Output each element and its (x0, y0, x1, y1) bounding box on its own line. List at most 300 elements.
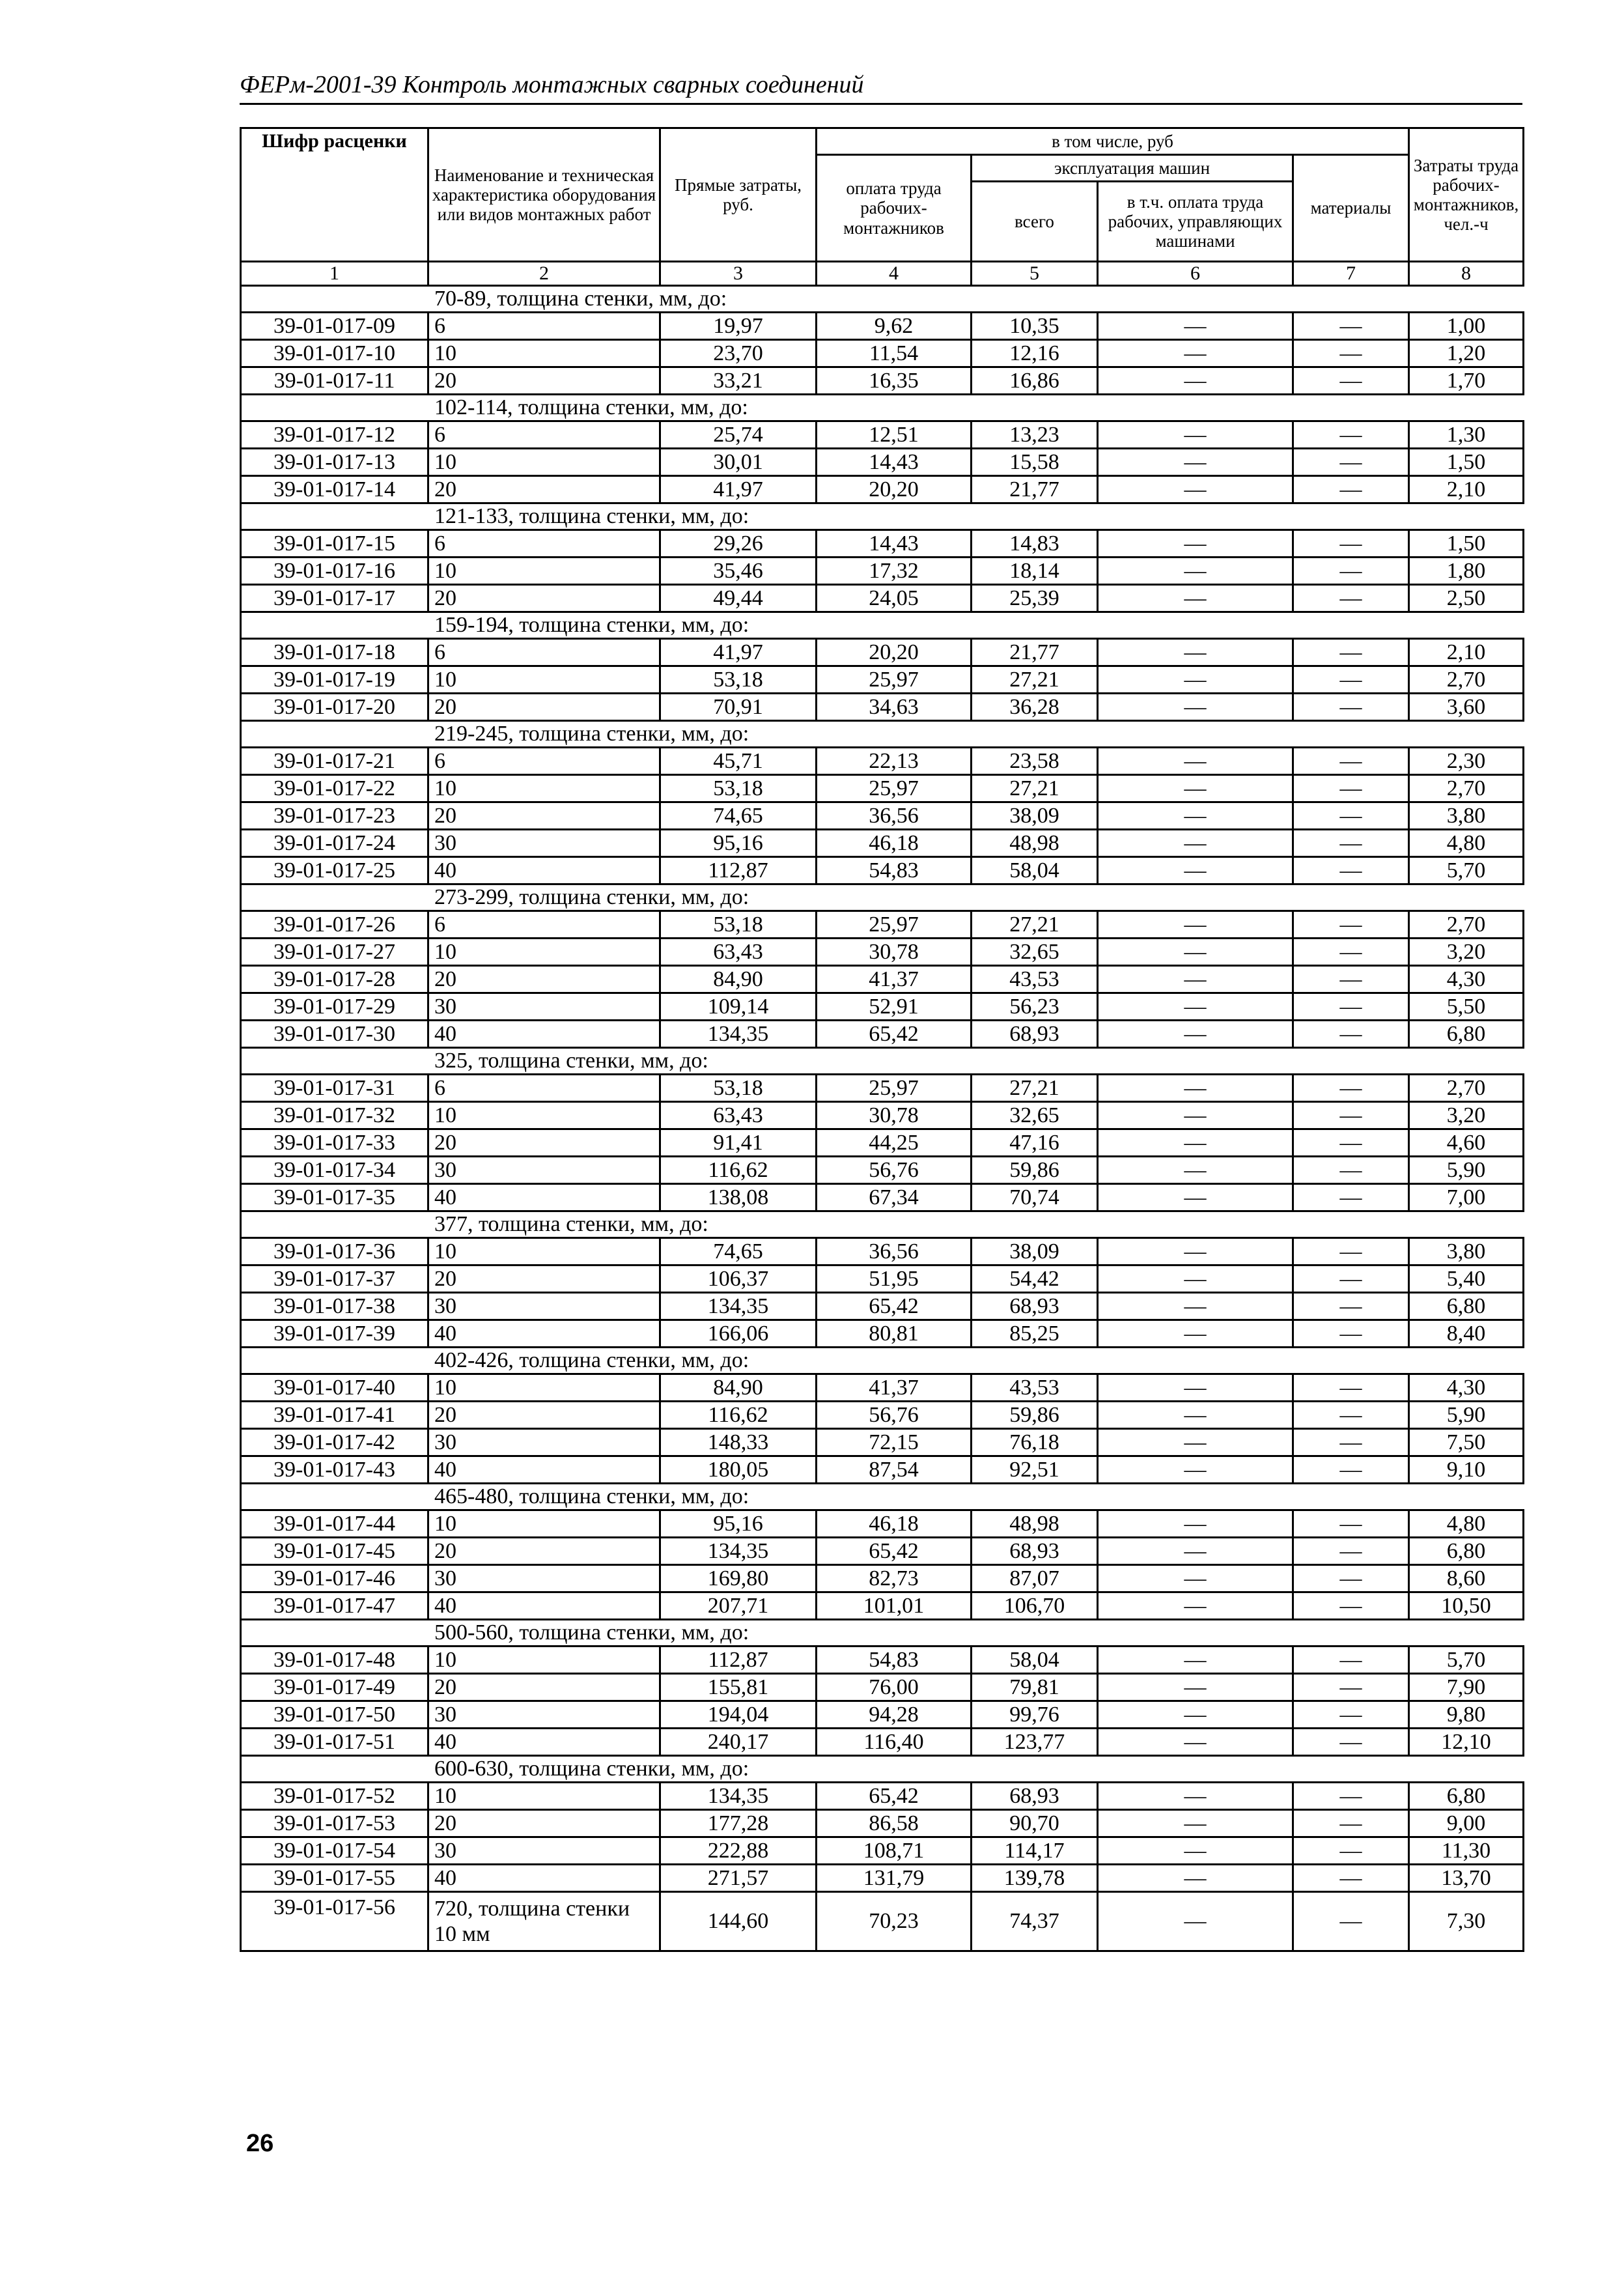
table-header (241, 128, 1524, 262)
machines-wages: — (1098, 1429, 1293, 1456)
rate-code: 39-01-017-30 (241, 1021, 428, 1048)
thickness: 30 (428, 830, 660, 857)
labor-hours: 6,80 (1409, 1538, 1524, 1565)
machines-total: 27,21 (972, 911, 1098, 939)
materials: — (1293, 694, 1409, 721)
table-row (241, 1647, 1524, 1674)
machines-total: 38,09 (972, 802, 1098, 830)
column-number: 6 (1098, 262, 1293, 286)
table-row (241, 1129, 1524, 1157)
section-title: 219-245, толщина стенки, мм, до: (241, 721, 1524, 748)
machines-total: 68,93 (972, 1538, 1098, 1565)
labor-hours: 4,60 (1409, 1129, 1524, 1157)
materials: — (1293, 1837, 1409, 1865)
section-title: 600-630, толщина стенки, мм, до: (241, 1756, 1524, 1783)
direct-costs: 207,71 (660, 1592, 817, 1620)
wages: 65,42 (817, 1021, 972, 1048)
labor-hours: 4,80 (1409, 830, 1524, 857)
rate-code: 39-01-017-37 (241, 1265, 428, 1293)
materials: — (1293, 1402, 1409, 1429)
machines-wages: — (1098, 558, 1293, 585)
machines-total: 47,16 (972, 1129, 1098, 1157)
wages: 20,20 (817, 639, 972, 666)
direct-costs: 41,97 (660, 476, 817, 503)
thickness: 20 (428, 1810, 660, 1837)
rate-code: 39-01-017-28 (241, 966, 428, 993)
table-row (241, 1293, 1524, 1320)
header-machines: эксплуатация машин (972, 155, 1293, 182)
rate-code: 39-01-017-48 (241, 1647, 428, 1674)
rate-code: 39-01-017-25 (241, 857, 428, 884)
machines-wages: — (1098, 585, 1293, 612)
machines-wages: — (1098, 1374, 1293, 1402)
direct-costs: 116,62 (660, 1157, 817, 1184)
column-number: 5 (972, 262, 1098, 286)
wages: 46,18 (817, 830, 972, 857)
table-row (241, 1701, 1524, 1729)
header-name: Наименование и техническая характеристика оборудования или видов монтажных работ (428, 128, 660, 262)
machines-wages: — (1098, 313, 1293, 340)
labor-hours: 10,50 (1409, 1592, 1524, 1620)
materials: — (1293, 1075, 1409, 1102)
materials: — (1293, 367, 1409, 395)
machines-wages: — (1098, 775, 1293, 802)
materials: — (1293, 1510, 1409, 1538)
table-row (241, 1102, 1524, 1129)
direct-costs: 109,14 (660, 993, 817, 1021)
wages: 34,63 (817, 694, 972, 721)
table-row (241, 1892, 1524, 1951)
materials: — (1293, 1320, 1409, 1348)
thickness: 10 (428, 1783, 660, 1810)
machines-total: 68,93 (972, 1021, 1098, 1048)
labor-hours: 3,80 (1409, 1238, 1524, 1265)
wages: 16,35 (817, 367, 972, 395)
table-row (241, 1021, 1524, 1048)
rate-code: 39-01-017-21 (241, 748, 428, 775)
machines-wages: — (1098, 1293, 1293, 1320)
direct-costs: 35,46 (660, 558, 817, 585)
direct-costs: 240,17 (660, 1729, 817, 1756)
section-row (241, 1756, 1524, 1783)
table-row (241, 476, 1524, 503)
machines-wages: — (1098, 1265, 1293, 1293)
labor-hours: 11,30 (1409, 1837, 1524, 1865)
table-row (241, 1320, 1524, 1348)
labor-hours: 6,80 (1409, 1021, 1524, 1048)
table-row (241, 1837, 1524, 1865)
machines-wages: — (1098, 939, 1293, 966)
direct-costs: 23,70 (660, 340, 817, 367)
wages: 25,97 (817, 911, 972, 939)
labor-hours: 4,80 (1409, 1510, 1524, 1538)
thickness: 20 (428, 1265, 660, 1293)
table-row (241, 666, 1524, 694)
labor-hours: 3,20 (1409, 1102, 1524, 1129)
materials: — (1293, 1184, 1409, 1211)
materials: — (1293, 666, 1409, 694)
table-row (241, 639, 1524, 666)
wages: 46,18 (817, 1510, 972, 1538)
wages: 52,91 (817, 993, 972, 1021)
machines-total: 85,25 (972, 1320, 1098, 1348)
rate-code: 39-01-017-26 (241, 911, 428, 939)
table-row (241, 1538, 1524, 1565)
rate-code: 39-01-017-24 (241, 830, 428, 857)
labor-hours: 3,20 (1409, 939, 1524, 966)
column-number: 3 (660, 262, 817, 286)
materials: — (1293, 775, 1409, 802)
table-row (241, 775, 1524, 802)
machines-wages: — (1098, 1538, 1293, 1565)
materials: — (1293, 1865, 1409, 1892)
table-row (241, 421, 1524, 449)
materials: — (1293, 476, 1409, 503)
labor-hours: 7,90 (1409, 1674, 1524, 1701)
rate-code: 39-01-017-31 (241, 1075, 428, 1102)
machines-total: 27,21 (972, 1075, 1098, 1102)
labor-hours: 5,50 (1409, 993, 1524, 1021)
labor-hours: 2,30 (1409, 748, 1524, 775)
section-row (241, 612, 1524, 639)
thickness: 20 (428, 1538, 660, 1565)
thickness: 30 (428, 1701, 660, 1729)
materials: — (1293, 340, 1409, 367)
thickness: 30 (428, 1157, 660, 1184)
thickness: 20 (428, 476, 660, 503)
materials: — (1293, 1701, 1409, 1729)
machines-wages: — (1098, 1783, 1293, 1810)
machines-total: 12,16 (972, 340, 1098, 367)
machines-total: 15,58 (972, 449, 1098, 476)
labor-hours: 3,80 (1409, 802, 1524, 830)
labor-hours: 5,70 (1409, 1647, 1524, 1674)
rate-code: 39-01-017-52 (241, 1783, 428, 1810)
machines-total: 16,86 (972, 367, 1098, 395)
direct-costs: 95,16 (660, 830, 817, 857)
wages: 54,83 (817, 1647, 972, 1674)
machines-total: 27,21 (972, 775, 1098, 802)
section-title: 500-560, толщина стенки, мм, до: (241, 1620, 1524, 1647)
wages: 36,56 (817, 1238, 972, 1265)
table-row (241, 1783, 1524, 1810)
wages: 65,42 (817, 1783, 972, 1810)
table-row (241, 694, 1524, 721)
thickness: 40 (428, 1592, 660, 1620)
machines-wages: — (1098, 421, 1293, 449)
labor-hours: 5,40 (1409, 1265, 1524, 1293)
table-row (241, 802, 1524, 830)
thickness: 10 (428, 1374, 660, 1402)
direct-costs: 134,35 (660, 1021, 817, 1048)
machines-wages: — (1098, 1729, 1293, 1756)
materials: — (1293, 639, 1409, 666)
labor-hours: 7,00 (1409, 1184, 1524, 1211)
rate-code: 39-01-017-50 (241, 1701, 428, 1729)
machines-wages: — (1098, 1129, 1293, 1157)
materials: — (1293, 585, 1409, 612)
direct-costs: 49,44 (660, 585, 817, 612)
direct-costs: 29,26 (660, 530, 817, 558)
machines-total: 90,70 (972, 1810, 1098, 1837)
machines-wages: — (1098, 748, 1293, 775)
materials: — (1293, 1674, 1409, 1701)
header-code: Шифр расценки (241, 128, 428, 262)
column-numbers-row (241, 262, 1524, 286)
materials: — (1293, 1129, 1409, 1157)
direct-costs: 112,87 (660, 857, 817, 884)
rate-code: 39-01-017-53 (241, 1810, 428, 1837)
thickness: 10 (428, 449, 660, 476)
thickness: 10 (428, 558, 660, 585)
wages: 22,13 (817, 748, 972, 775)
direct-costs: 177,28 (660, 1810, 817, 1837)
labor-hours: 5,70 (1409, 857, 1524, 884)
materials: — (1293, 1810, 1409, 1837)
wages: 131,79 (817, 1865, 972, 1892)
rate-code: 39-01-017-42 (241, 1429, 428, 1456)
thickness: 30 (428, 1837, 660, 1865)
machines-wages: — (1098, 1021, 1293, 1048)
thickness: 6 (428, 1075, 660, 1102)
thickness: 20 (428, 966, 660, 993)
rate-code: 39-01-017-11 (241, 367, 428, 395)
direct-costs: 112,87 (660, 1647, 817, 1674)
rate-code: 39-01-017-44 (241, 1510, 428, 1538)
thickness: 6 (428, 313, 660, 340)
labor-hours: 2,70 (1409, 1075, 1524, 1102)
wages: 108,71 (817, 1837, 972, 1865)
machines-wages: — (1098, 1892, 1293, 1951)
machines-wages: — (1098, 1647, 1293, 1674)
header-wages: оплата труда рабочих-монтажников (817, 155, 972, 262)
rate-code: 39-01-017-45 (241, 1538, 428, 1565)
machines-total: 139,78 (972, 1865, 1098, 1892)
wages: 17,32 (817, 558, 972, 585)
thickness: 30 (428, 1429, 660, 1456)
direct-costs: 53,18 (660, 1075, 817, 1102)
column-number: 7 (1293, 262, 1409, 286)
machines-wages: — (1098, 1456, 1293, 1484)
machines-wages: — (1098, 694, 1293, 721)
labor-hours: 2,10 (1409, 476, 1524, 503)
machines-total: 58,04 (972, 1647, 1098, 1674)
table-row (241, 1592, 1524, 1620)
labor-hours: 5,90 (1409, 1157, 1524, 1184)
machines-total: 59,86 (972, 1157, 1098, 1184)
materials: — (1293, 1647, 1409, 1674)
rate-code: 39-01-017-55 (241, 1865, 428, 1892)
section-title: 70-89, толщина стенки, мм, до: (241, 286, 1524, 313)
labor-hours: 6,80 (1409, 1783, 1524, 1810)
labor-hours: 13,70 (1409, 1865, 1524, 1892)
thickness: 6 (428, 530, 660, 558)
labor-hours: 1,00 (1409, 313, 1524, 340)
thickness: 40 (428, 1729, 660, 1756)
machines-wages: — (1098, 802, 1293, 830)
column-number: 8 (1409, 262, 1524, 286)
machines-total: 74,37 (972, 1892, 1098, 1951)
materials: — (1293, 313, 1409, 340)
table-row (241, 830, 1524, 857)
machines-total: 114,17 (972, 1837, 1098, 1865)
direct-costs: 222,88 (660, 1837, 817, 1865)
header-labor: Затраты труда рабочих-монтажников, чел.-ч (1409, 128, 1524, 262)
machines-total: 23,58 (972, 748, 1098, 775)
labor-hours: 9,80 (1409, 1701, 1524, 1729)
section-title: 325, толщина стенки, мм, до: (241, 1048, 1524, 1075)
rate-code: 39-01-017-41 (241, 1402, 428, 1429)
wages: 80,81 (817, 1320, 972, 1348)
rate-code: 39-01-017-47 (241, 1592, 428, 1620)
direct-costs: 53,18 (660, 911, 817, 939)
labor-hours: 9,00 (1409, 1810, 1524, 1837)
materials: — (1293, 802, 1409, 830)
thickness: 30 (428, 1293, 660, 1320)
thickness: 10 (428, 1647, 660, 1674)
materials: — (1293, 1102, 1409, 1129)
materials: — (1293, 449, 1409, 476)
thickness: 40 (428, 1184, 660, 1211)
table-row (241, 857, 1524, 884)
machines-wages: — (1098, 911, 1293, 939)
machines-total: 32,65 (972, 1102, 1098, 1129)
labor-hours: 2,70 (1409, 666, 1524, 694)
materials: — (1293, 966, 1409, 993)
rate-code: 39-01-017-23 (241, 802, 428, 830)
materials: — (1293, 911, 1409, 939)
header-including: в том числе, руб (817, 128, 1409, 155)
labor-hours: 9,10 (1409, 1456, 1524, 1484)
wages: 87,54 (817, 1456, 972, 1484)
rate-code: 39-01-017-46 (241, 1565, 428, 1592)
section-title: 377, толщина стенки, мм, до: (241, 1211, 1524, 1238)
machines-wages: — (1098, 367, 1293, 395)
thickness: 40 (428, 1021, 660, 1048)
direct-costs: 63,43 (660, 1102, 817, 1129)
page-number: 26 (246, 2130, 274, 2157)
table-row (241, 585, 1524, 612)
direct-costs: 19,97 (660, 313, 817, 340)
machines-total: 48,98 (972, 1510, 1098, 1538)
rate-code: 39-01-017-33 (241, 1129, 428, 1157)
column-number: 4 (817, 262, 972, 286)
rate-code: 39-01-017-35 (241, 1184, 428, 1211)
labor-hours: 12,10 (1409, 1729, 1524, 1756)
thickness: 10 (428, 1102, 660, 1129)
table-row (241, 1674, 1524, 1701)
machines-wages: — (1098, 1102, 1293, 1129)
wages: 82,73 (817, 1565, 972, 1592)
wages: 44,25 (817, 1129, 972, 1157)
machines-total: 10,35 (972, 313, 1098, 340)
wages: 86,58 (817, 1810, 972, 1837)
materials: — (1293, 830, 1409, 857)
wages: 65,42 (817, 1538, 972, 1565)
machines-total: 38,09 (972, 1238, 1098, 1265)
table-row (241, 1429, 1524, 1456)
section-row (241, 1620, 1524, 1647)
direct-costs: 166,06 (660, 1320, 817, 1348)
wages: 12,51 (817, 421, 972, 449)
table-row (241, 1238, 1524, 1265)
materials: — (1293, 857, 1409, 884)
rate-code: 39-01-017-16 (241, 558, 428, 585)
machines-wages: — (1098, 1865, 1293, 1892)
machines-total: 36,28 (972, 694, 1098, 721)
table-row (241, 558, 1524, 585)
materials: — (1293, 1293, 1409, 1320)
section-row (241, 1048, 1524, 1075)
machines-total: 48,98 (972, 830, 1098, 857)
table-row (241, 1810, 1524, 1837)
table-row (241, 313, 1524, 340)
rate-code: 39-01-017-54 (241, 1837, 428, 1865)
machines-total: 25,39 (972, 585, 1098, 612)
table-row (241, 1075, 1524, 1102)
materials: — (1293, 1565, 1409, 1592)
rate-code: 39-01-017-56 (241, 1892, 428, 1951)
machines-total: 32,65 (972, 939, 1098, 966)
header-rule (240, 103, 1522, 105)
rate-code: 39-01-017-09 (241, 313, 428, 340)
direct-costs: 169,80 (660, 1565, 817, 1592)
machines-wages: — (1098, 340, 1293, 367)
direct-costs: 138,08 (660, 1184, 817, 1211)
machines-total: 21,77 (972, 639, 1098, 666)
thickness: 6 (428, 421, 660, 449)
thickness: 40 (428, 1320, 660, 1348)
wages: 116,40 (817, 1729, 972, 1756)
labor-hours: 2,70 (1409, 911, 1524, 939)
machines-wages: — (1098, 1238, 1293, 1265)
rate-code: 39-01-017-12 (241, 421, 428, 449)
direct-costs: 84,90 (660, 966, 817, 993)
machines-total: 13,23 (972, 421, 1098, 449)
wages: 65,42 (817, 1293, 972, 1320)
machines-wages: — (1098, 1157, 1293, 1184)
section-title: 159-194, толщина стенки, мм, до: (241, 612, 1524, 639)
section-row (241, 884, 1524, 911)
machines-total: 18,14 (972, 558, 1098, 585)
section-row (241, 1348, 1524, 1374)
machines-total: 27,21 (972, 666, 1098, 694)
thickness: 20 (428, 1402, 660, 1429)
materials: — (1293, 748, 1409, 775)
machines-total: 106,70 (972, 1592, 1098, 1620)
direct-costs: 45,71 (660, 748, 817, 775)
labor-hours: 1,70 (1409, 367, 1524, 395)
machines-total: 59,86 (972, 1402, 1098, 1429)
rate-code: 39-01-017-10 (241, 340, 428, 367)
thickness: 720, толщина стенки 10 мм (428, 1892, 660, 1951)
column-number: 1 (241, 262, 428, 286)
labor-hours: 1,80 (1409, 558, 1524, 585)
direct-costs: 134,35 (660, 1538, 817, 1565)
machines-wages: — (1098, 1837, 1293, 1865)
materials: — (1293, 1783, 1409, 1810)
thickness: 6 (428, 911, 660, 939)
section-row (241, 1211, 1524, 1238)
table-body (241, 262, 1524, 1951)
wages: 94,28 (817, 1701, 972, 1729)
machines-wages: — (1098, 639, 1293, 666)
machines-total: 58,04 (972, 857, 1098, 884)
machines-total: 87,07 (972, 1565, 1098, 1592)
machines-wages: — (1098, 1674, 1293, 1701)
thickness: 20 (428, 694, 660, 721)
wages: 76,00 (817, 1674, 972, 1701)
